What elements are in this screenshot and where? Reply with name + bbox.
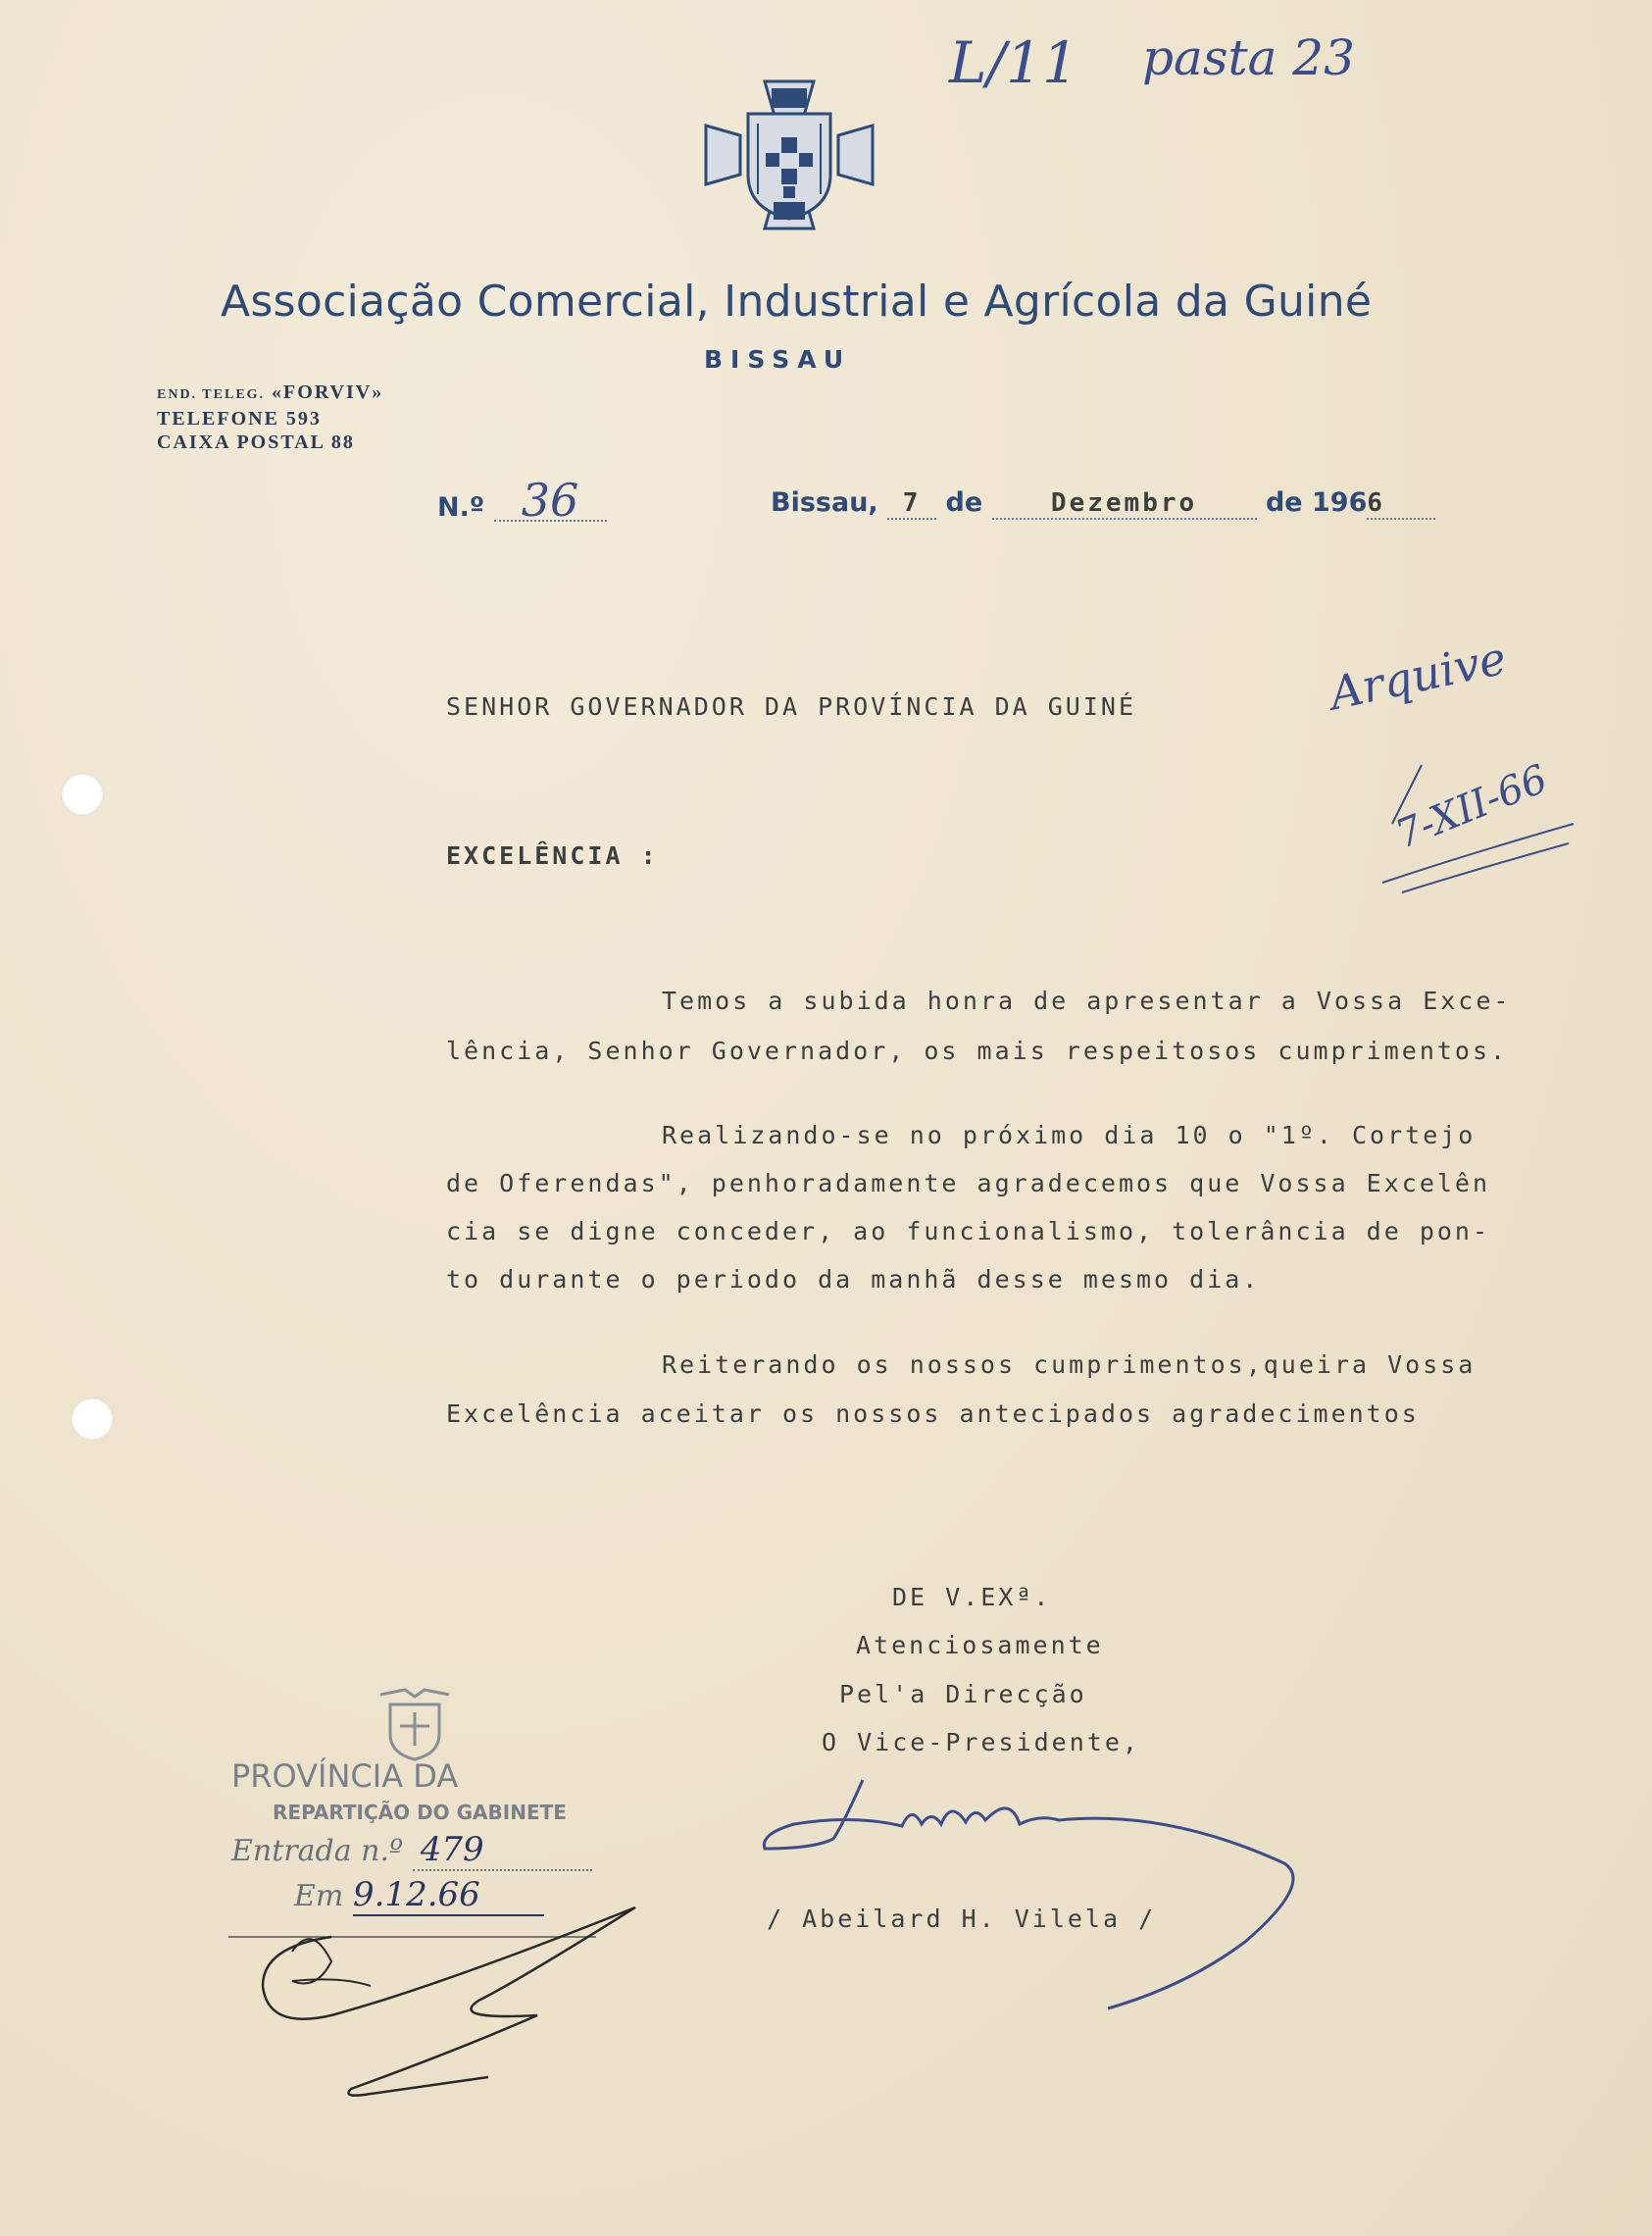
recipient-line: SENHOR GOVERNADOR DA PROVÍNCIA DA GUINÉ: [446, 692, 1136, 721]
stamp-entry-label: Entrada n.º: [231, 1834, 404, 1868]
place-label: Bissau,: [771, 487, 878, 518]
date-de-label: de: [945, 487, 983, 518]
coat-of-arms-emblem-icon: [701, 67, 877, 243]
closing-line-1: DE V.EXª.: [892, 1583, 1052, 1611]
closing-line-4: O Vice-Presidente,: [822, 1728, 1140, 1756]
closing-line-2: Atenciosamente: [856, 1631, 1104, 1659]
number-label: N.º: [437, 492, 485, 523]
stamp-department-label: REPARTIÇÃO DO GABINETE: [273, 1801, 567, 1824]
contact-block: [157, 381, 383, 454]
po-box: CAIXA POSTAL 88: [157, 432, 355, 453]
handwritten-side-note-date: 7-XII-66: [1389, 756, 1554, 858]
stamp-date-value: 9.12.66: [353, 1875, 544, 1916]
stamp-date-label: Em: [294, 1879, 344, 1913]
punch-hole-upper: [61, 773, 104, 816]
date-line: [771, 487, 1435, 520]
signatory-name: / Abeilard H. Vilela /: [767, 1905, 1157, 1933]
date-day: 7: [887, 488, 936, 520]
date-year-digit: 6: [1367, 488, 1435, 520]
telegraph-prefix: END. TELEG.: [157, 387, 266, 402]
handwritten-top-left-note: L/11: [949, 29, 1078, 96]
association-name-heading: Associação Comercial, Industrial e Agrícola da Guiné: [221, 277, 1373, 327]
paragraph-2-line-2: de Oferendas", penhoradamente agradecemos que Vossa Excelên: [446, 1169, 1491, 1197]
handwritten-strokes-icon: [1363, 745, 1578, 902]
date-month: Dezembro: [992, 488, 1257, 520]
stamp-crest-icon: [371, 1685, 459, 1763]
paragraph-3-line-1: Reiterando os nossos cumprimentos,queira Vossa: [662, 1350, 1477, 1379]
handwritten-side-note-archive: Arquive: [1325, 631, 1511, 721]
city-heading: BISSAU: [704, 345, 852, 374]
handwritten-top-right-note: pasta 23: [1142, 29, 1355, 86]
number-value: 36: [494, 481, 607, 522]
paragraph-3-line-2: Excelência aceitar os nossos antecipados agradecimentos: [446, 1399, 1420, 1428]
paragraph-2-line-3: cia se digne conceder, ao funcionalismo, tolerância de pon-: [446, 1217, 1491, 1245]
stamp-entry-number: 479: [413, 1830, 592, 1871]
date-year-label: de 196: [1265, 487, 1368, 518]
paragraph-2-line-4: to durante o periodo da manhã desse mesmo dia.: [446, 1265, 1261, 1294]
paragraph-2-line-1: Realizando-se no próximo dia 10 o "1º. Cortejo: [662, 1121, 1477, 1149]
stamp-province-label: PROVÍNCIA DA: [231, 1757, 459, 1795]
reference-number-field: [437, 474, 607, 527]
telephone-number: TELEFONE 593: [157, 408, 322, 430]
salutation: EXCELÊNCIA :: [446, 841, 659, 870]
paragraph-1-line-2: lência, Senhor Governador, os mais respeitosos cumprimentos.: [446, 1037, 1509, 1065]
stamp-entry-line: [231, 1830, 592, 1871]
punch-hole-lower: [71, 1398, 114, 1441]
closing-line-3: Pel'a Direcção: [839, 1680, 1087, 1708]
handwritten-signature-icon: [755, 1755, 1324, 2010]
paragraph-1-line-1: Temos a subida honra de apresentar a Vossa Exce-: [662, 987, 1512, 1015]
telegraph-address: [157, 381, 383, 407]
stamp-initials-scribble-icon: [224, 1903, 655, 2118]
telegraph-value: «FORVIV»: [272, 381, 384, 403]
